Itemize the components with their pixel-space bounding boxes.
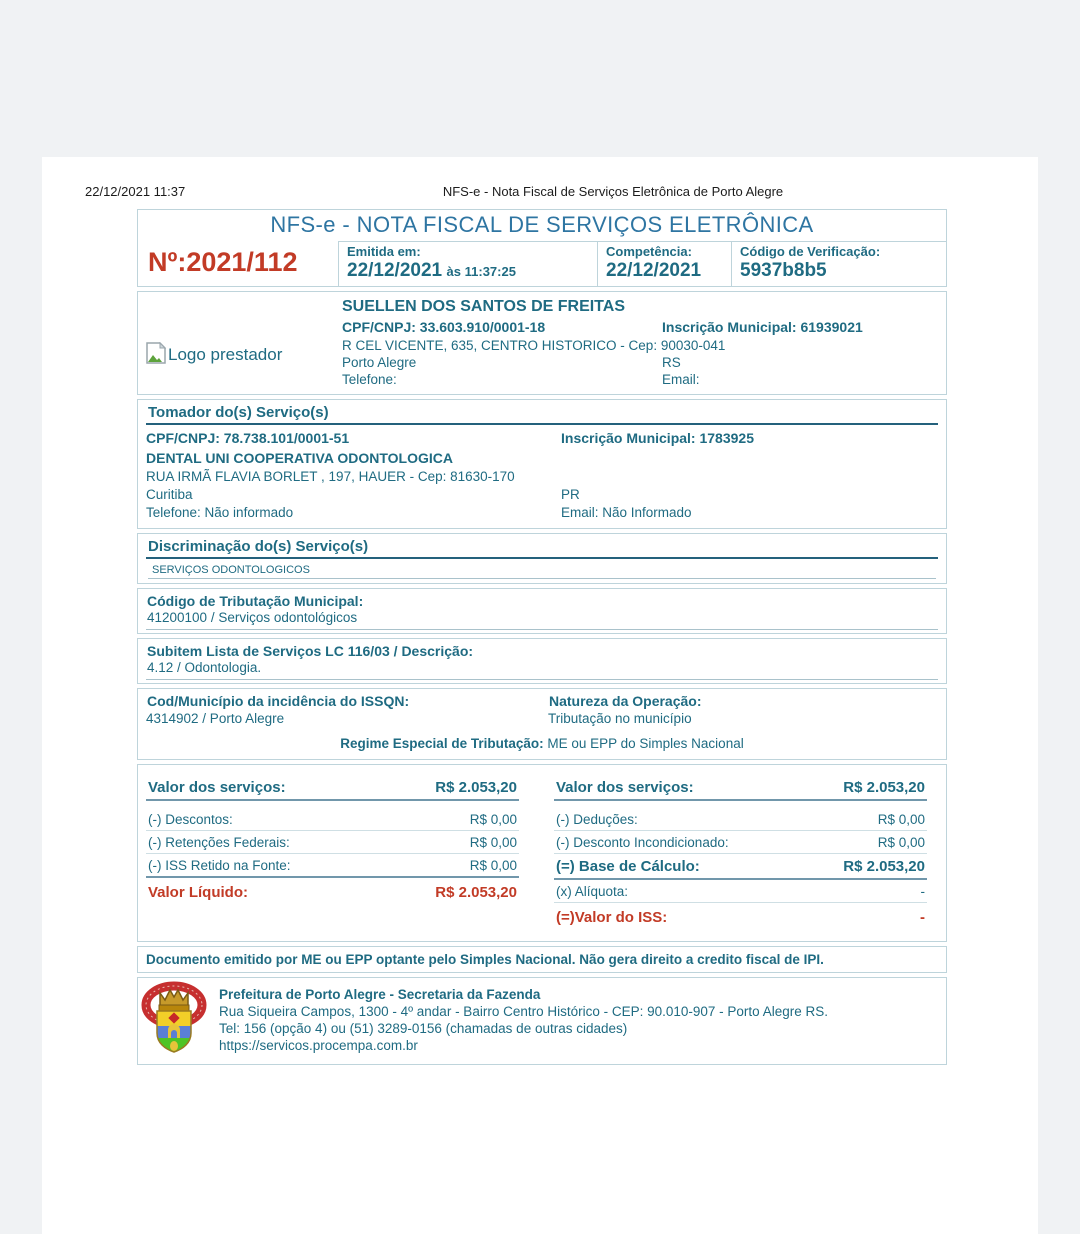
table-row-iss-value bbox=[554, 903, 927, 929]
row-value: - bbox=[920, 884, 925, 899]
customer-state: PR bbox=[561, 487, 580, 502]
issqn-municipality-label: Cod/Município da incidência do ISSQN: bbox=[147, 693, 410, 709]
row-value: R$ 0,00 bbox=[469, 858, 517, 873]
footer-address: Rua Siqueira Campos, 1300 - 4º andar - Bairro Centro Histórico - CEP: 90.010-907 - Porto Alegre RS. bbox=[219, 1004, 828, 1019]
table-row bbox=[554, 808, 927, 831]
table-row-net-value bbox=[146, 878, 519, 904]
table-row bbox=[554, 775, 927, 801]
row-label: (-) Retenções Federais: bbox=[148, 835, 290, 850]
municipal-tax-code-box bbox=[137, 588, 947, 634]
verification-code-cell bbox=[731, 241, 946, 286]
footer-url[interactable]: https://servicos.procempa.com.br bbox=[219, 1038, 418, 1053]
operation-nature-value: Tributação no município bbox=[548, 711, 692, 726]
customer-municipal-registration: Inscrição Municipal: 1783925 bbox=[561, 430, 754, 446]
provider-address: R CEL VICENTE, 635, CENTRO HISTORICO - Cep: 90030-041 bbox=[342, 338, 726, 353]
emission-cell bbox=[338, 241, 597, 286]
provider-ids-row bbox=[342, 317, 938, 337]
row-value: R$ 2.053,20 bbox=[843, 858, 925, 875]
document-title: NFS-e - NOTA FISCAL DE SERVIÇOS ELETRÔNICA bbox=[270, 212, 814, 237]
customer-name-row bbox=[146, 448, 938, 468]
footer-org-name: Prefeitura de Porto Alegre - Secretaria da Fazenda bbox=[219, 987, 541, 1002]
table-row bbox=[554, 880, 927, 903]
competence-cell bbox=[597, 241, 731, 286]
provider-info bbox=[342, 296, 938, 388]
special-tax-regime-row bbox=[146, 736, 938, 751]
footer-box bbox=[137, 977, 947, 1065]
emission-time: às 11:37:25 bbox=[446, 264, 516, 279]
issqn-municipality-value: 4314902 / Porto Alegre bbox=[146, 711, 285, 726]
row-label: (-) Deduções: bbox=[556, 812, 638, 827]
header-row bbox=[138, 241, 946, 286]
municipal-tax-code-value: 41200100 / Serviços odontológicos bbox=[146, 610, 938, 630]
row-label: Valor dos serviços: bbox=[148, 779, 286, 796]
competence-label: Competência: bbox=[606, 244, 692, 259]
provider-logo bbox=[146, 296, 342, 388]
service-list-subitem-value: 4.12 / Odontologia. bbox=[146, 660, 938, 680]
simples-nacional-note: Documento emitido por ME ou EPP optante pelo Simples Nacional. Não gera direito a credito fiscal de IPI. bbox=[137, 946, 947, 973]
invoice-page bbox=[42, 157, 1038, 1234]
values-table-left bbox=[146, 775, 519, 929]
row-label: Valor dos serviços: bbox=[556, 779, 694, 796]
operation-nature-label: Natureza da Operação: bbox=[549, 693, 702, 709]
competence-value: 22/12/2021 bbox=[606, 260, 702, 281]
table-row bbox=[146, 854, 519, 878]
provider-name: SUELLEN DOS SANTOS DE FREITAS bbox=[342, 298, 625, 315]
invoice-number-cell bbox=[138, 241, 338, 286]
row-value: R$ 0,00 bbox=[469, 835, 517, 850]
customer-box bbox=[137, 399, 947, 529]
provider-email: Email: bbox=[662, 372, 700, 387]
footer-text bbox=[219, 981, 828, 1060]
issqn-labels-row bbox=[146, 692, 938, 710]
row-value: R$ 2.053,20 bbox=[843, 779, 925, 796]
row-value: R$ 0,00 bbox=[877, 812, 925, 827]
invoice-body bbox=[137, 209, 947, 1069]
emission-label: Emitida em: bbox=[347, 244, 421, 259]
customer-contact-row bbox=[146, 504, 938, 522]
provider-state: RS bbox=[662, 355, 681, 370]
verification-code-label: Código de Verificação: bbox=[740, 244, 881, 259]
service-list-subitem-label: Subitem Lista de Serviços LC 116/03 / Descrição: bbox=[147, 643, 474, 659]
verification-code-value: 5937b8b5 bbox=[740, 260, 827, 281]
issqn-values-row bbox=[146, 710, 938, 727]
table-row-calculation-base bbox=[554, 854, 927, 880]
row-label: (-) Descontos: bbox=[148, 812, 233, 827]
row-value: R$ 2.053,20 bbox=[435, 779, 517, 796]
row-label: (x) Alíquota: bbox=[556, 884, 629, 899]
customer-address: RUA IRMÃ FLAVIA BORLET , 197, HAUER - Cep: 81630-170 bbox=[146, 469, 515, 484]
customer-email: Email: Não Informado bbox=[561, 505, 692, 520]
table-row bbox=[554, 831, 927, 854]
customer-address-row bbox=[146, 468, 938, 486]
row-label: Valor Líquido: bbox=[148, 884, 248, 901]
broken-image-icon bbox=[146, 342, 166, 369]
emission-value bbox=[347, 260, 589, 282]
issqn-box bbox=[137, 688, 947, 760]
row-label: (-) Desconto Incondicionado: bbox=[556, 835, 729, 850]
row-label: (=) Base de Cálculo: bbox=[556, 858, 700, 875]
row-value: R$ 2.053,20 bbox=[435, 884, 517, 901]
service-list-subitem-box bbox=[137, 638, 947, 684]
invoice-number: Nº:2021/112 bbox=[148, 247, 298, 277]
special-tax-regime-label: Regime Especial de Tributação: bbox=[340, 736, 544, 751]
customer-city: Curitiba bbox=[146, 487, 193, 502]
provider-city-row bbox=[342, 354, 938, 371]
print-header-datetime: 22/12/2021 11:37 bbox=[85, 184, 186, 199]
row-label: (=)Valor do ISS: bbox=[556, 909, 668, 926]
service-description-box bbox=[137, 533, 947, 584]
service-description-heading: Discriminação do(s) Serviço(s) bbox=[146, 537, 938, 559]
row-value: R$ 0,00 bbox=[469, 812, 517, 827]
service-description-text: SERVIÇOS ODONTOLOGICOS bbox=[148, 562, 936, 579]
customer-city-row bbox=[146, 486, 938, 504]
customer-name: DENTAL UNI COOPERATIVA ODONTOLOGICA bbox=[146, 450, 453, 466]
customer-ids-row bbox=[146, 428, 938, 448]
provider-phone: Telefone: bbox=[342, 372, 397, 387]
values-table-right bbox=[554, 775, 927, 929]
customer-phone: Telefone: Não informado bbox=[146, 505, 294, 520]
header-box bbox=[137, 209, 947, 287]
provider-city: Porto Alegre bbox=[342, 355, 417, 370]
row-value: R$ 0,00 bbox=[877, 835, 925, 850]
footer-phone: Tel: 156 (opção 4) ou (51) 3289-0156 (chamadas de outras cidades) bbox=[219, 1021, 628, 1036]
table-row bbox=[146, 831, 519, 854]
provider-box bbox=[137, 291, 947, 395]
provider-contact-row bbox=[342, 371, 938, 388]
municipal-tax-code-label: Código de Tributação Municipal: bbox=[147, 593, 364, 609]
values-box bbox=[137, 764, 947, 942]
print-header-title: NFS-e - Nota Fiscal de Serviços Eletrônica de Porto Alegre bbox=[442, 184, 784, 199]
table-row bbox=[146, 775, 519, 801]
city-coat-of-arms-icon bbox=[141, 981, 207, 1060]
provider-municipal-registration: Inscrição Municipal: 61939021 bbox=[662, 319, 863, 335]
customer-section-heading: Tomador do(s) Serviço(s) bbox=[146, 403, 938, 425]
customer-cpf-cnpj: CPF/CNPJ: 78.738.101/0001-51 bbox=[146, 430, 350, 446]
special-tax-regime-value: ME ou EPP do Simples Nacional bbox=[547, 736, 744, 751]
emission-date: 22/12/2021 bbox=[347, 260, 443, 281]
provider-cpf-cnpj: CPF/CNPJ: 33.603.910/0001-18 bbox=[342, 319, 546, 335]
row-label: (-) ISS Retido na Fonte: bbox=[148, 858, 291, 873]
table-row bbox=[146, 808, 519, 831]
provider-address-row bbox=[342, 337, 938, 354]
provider-logo-alt-text: Logo prestador bbox=[168, 345, 283, 364]
row-value: - bbox=[920, 909, 925, 926]
